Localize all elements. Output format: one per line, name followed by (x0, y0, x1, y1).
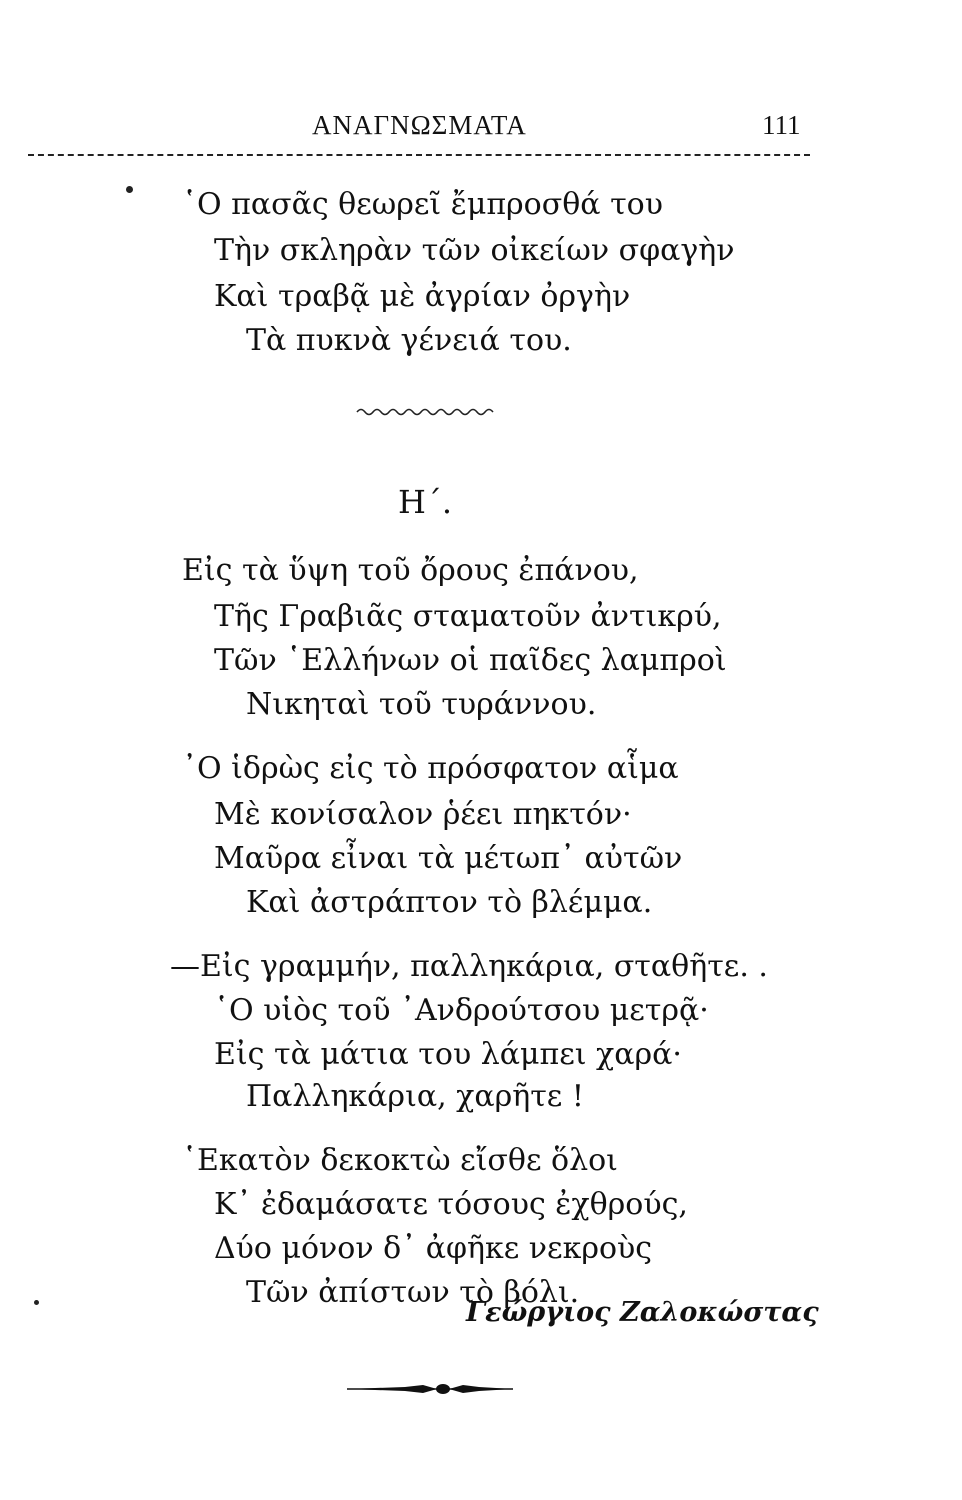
verse-line: Παλληκάρια, χαρῆτε ! (246, 1079, 584, 1114)
verse-line: Τῶν ἀπίστων τὸ βόλι. (246, 1275, 580, 1310)
verse-line: Καὶ τραβᾷ μὲ ἀγρίαν ὀργὴν (214, 279, 631, 314)
verse-line: ῾Ο υἱὸς τοῦ ᾿Ανδρούτσου μετρᾷ· (214, 993, 709, 1028)
verse-line: Τῆς Γραβιᾶς σταματοῦν ἀντικρύ, (214, 599, 722, 634)
verse-line: ᾿Ο ἱδρὼς εἰς τὸ πρόσφατον αἷμα (182, 751, 679, 786)
page-number: 111 (762, 110, 801, 140)
verse-line: Εἰς τὰ ὕψη τοῦ ὄρους ἐπάνου, (182, 553, 639, 588)
wavy-divider-ornament (355, 404, 495, 418)
verse-line: Νικηταὶ τοῦ τυράννου. (246, 687, 597, 722)
verse-line: Τῶν ῾Ελλήνων οἱ παῖδες λαμπροὶ (214, 643, 727, 678)
verse-line: ῾Ο πασᾶς θεωρεῖ ἔμπροσθά του (182, 187, 663, 222)
running-header-title: ΑΝΑΓΝΩΣΜΑΤΑ (312, 110, 527, 140)
verse-line: Τὴν σκληρὰν τῶν οἰκείων σφαγὴν (214, 233, 735, 268)
end-ornament (345, 1378, 515, 1400)
verse-line: Μαῦρα εἶναι τὰ μέτωπ᾿ αὐτῶν (214, 841, 683, 876)
verse-line: Εἰς τὰ μάτια του λάμπει χαρά· (214, 1037, 682, 1072)
verse-line: Κ᾿ ἐδαμάσατε τόσους ἐχθρούς, (214, 1187, 688, 1222)
bullet-speck (126, 186, 133, 193)
page-speck (34, 1300, 39, 1305)
verse-line: —Εἰς γραμμήν, παλληκάρια, σταθῆτε. . (170, 949, 768, 984)
verse-line: Μὲ κονίσαλον ῥέει πηκτόν· (214, 797, 632, 832)
verse-line: Τὰ πυκνὰ γένειά του. (246, 323, 572, 358)
verse-line: Δύο μόνον δ᾿ ἀφῆκε νεκροὺς (214, 1231, 653, 1266)
verse-line: Καὶ ἀστράπτον τὸ βλέμμα. (246, 885, 653, 920)
verse-line: ῾Εκατὸν δεκοκτὼ εἴσθε ὅλοι (182, 1143, 618, 1178)
author-signature: Γεώργιος Ζαλοκώστας (466, 1297, 819, 1328)
section-heading: Η΄. (398, 483, 453, 521)
header-rule (28, 154, 810, 156)
